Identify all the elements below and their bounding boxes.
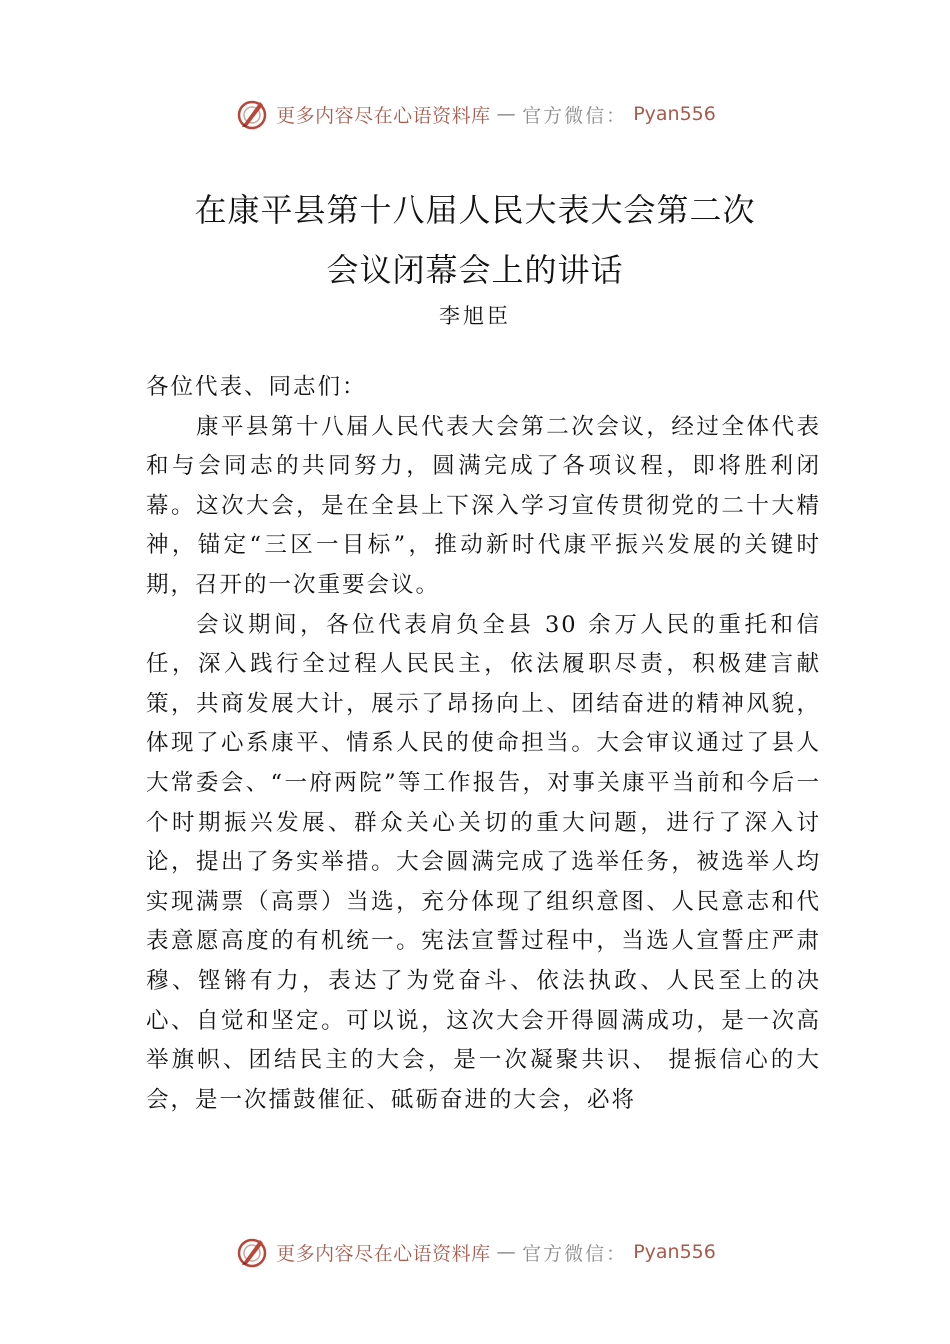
document-title	[0, 180, 950, 300]
speech-body	[146, 368, 821, 1120]
banner-site-name: 更多内容尽在心语资料库	[276, 1242, 491, 1265]
paragraph-1: 康平县第十八届人民代表大会第二次会议，经过全体代表和与会同志的共同努力，圆满完成了各项议程，即将胜利闭幕。这次大会，是在全县上下深入学习宣传贯彻党的二十大精神，锚定“三区一目标”，推动新时代康平振兴发展的关键时期，召开的一次重要会议。	[146, 413, 821, 598]
title-line-1: 在康平县第十八届人民大表大会第二次	[194, 191, 756, 229]
pen-logo-icon	[234, 96, 270, 132]
banner-wechat-label: 官方微信：	[522, 104, 628, 127]
salutation: 各位代表、同志们：	[146, 374, 367, 400]
footer-banner	[0, 1232, 950, 1272]
banner-wechat-label: 官方微信：	[522, 1242, 628, 1265]
banner-dash: —	[496, 103, 517, 125]
paragraph-2: 会议期间，各位代表肩负全县 30 余万人民的重托和信任，深入践行全过程人民民主，依法履职尽责，积极建言献策，共商发展大计，展示了昂扬向上、团结奋进的精神风貌，体现了心系康平、情系人民的使命担当。大会审议通过了县人大常委会、“一府两院”等工作报告，对事关康平当前和今后一个时期振兴发展、群众关心关切的重大问题，进行了深入讨论，提出了务实举措。大会圆满完成了选举任务，被选举人均实现满票（高票）当选，充分体现了组织意图、人民意志和代表意愿高度的有机统一。宪法宣誓过程中，当选人宣誓庄严肃穆、铿锵有力，表达了为党奋斗、依法执政、人民至上的决心、自觉和坚定。可以说，这次大会开得圆满成功，是一次高举旗帜、团结民主的大会，是一次凝聚共识、 提振信心的大会，是一次擂鼓催征、砥砺奋进的大会，必将	[146, 611, 821, 1113]
banner-site-name: 更多内容尽在心语资料库	[276, 104, 491, 127]
author-name: 李旭臣	[439, 304, 511, 328]
pen-logo-icon	[234, 1234, 270, 1270]
banner-wechat-id: Pyan556	[633, 1241, 716, 1263]
title-line-2: 会议闭幕会上的讲话	[326, 251, 624, 289]
header-banner	[0, 94, 950, 134]
banner-wechat-id: Pyan556	[633, 103, 716, 125]
banner-dash: —	[496, 1241, 517, 1263]
